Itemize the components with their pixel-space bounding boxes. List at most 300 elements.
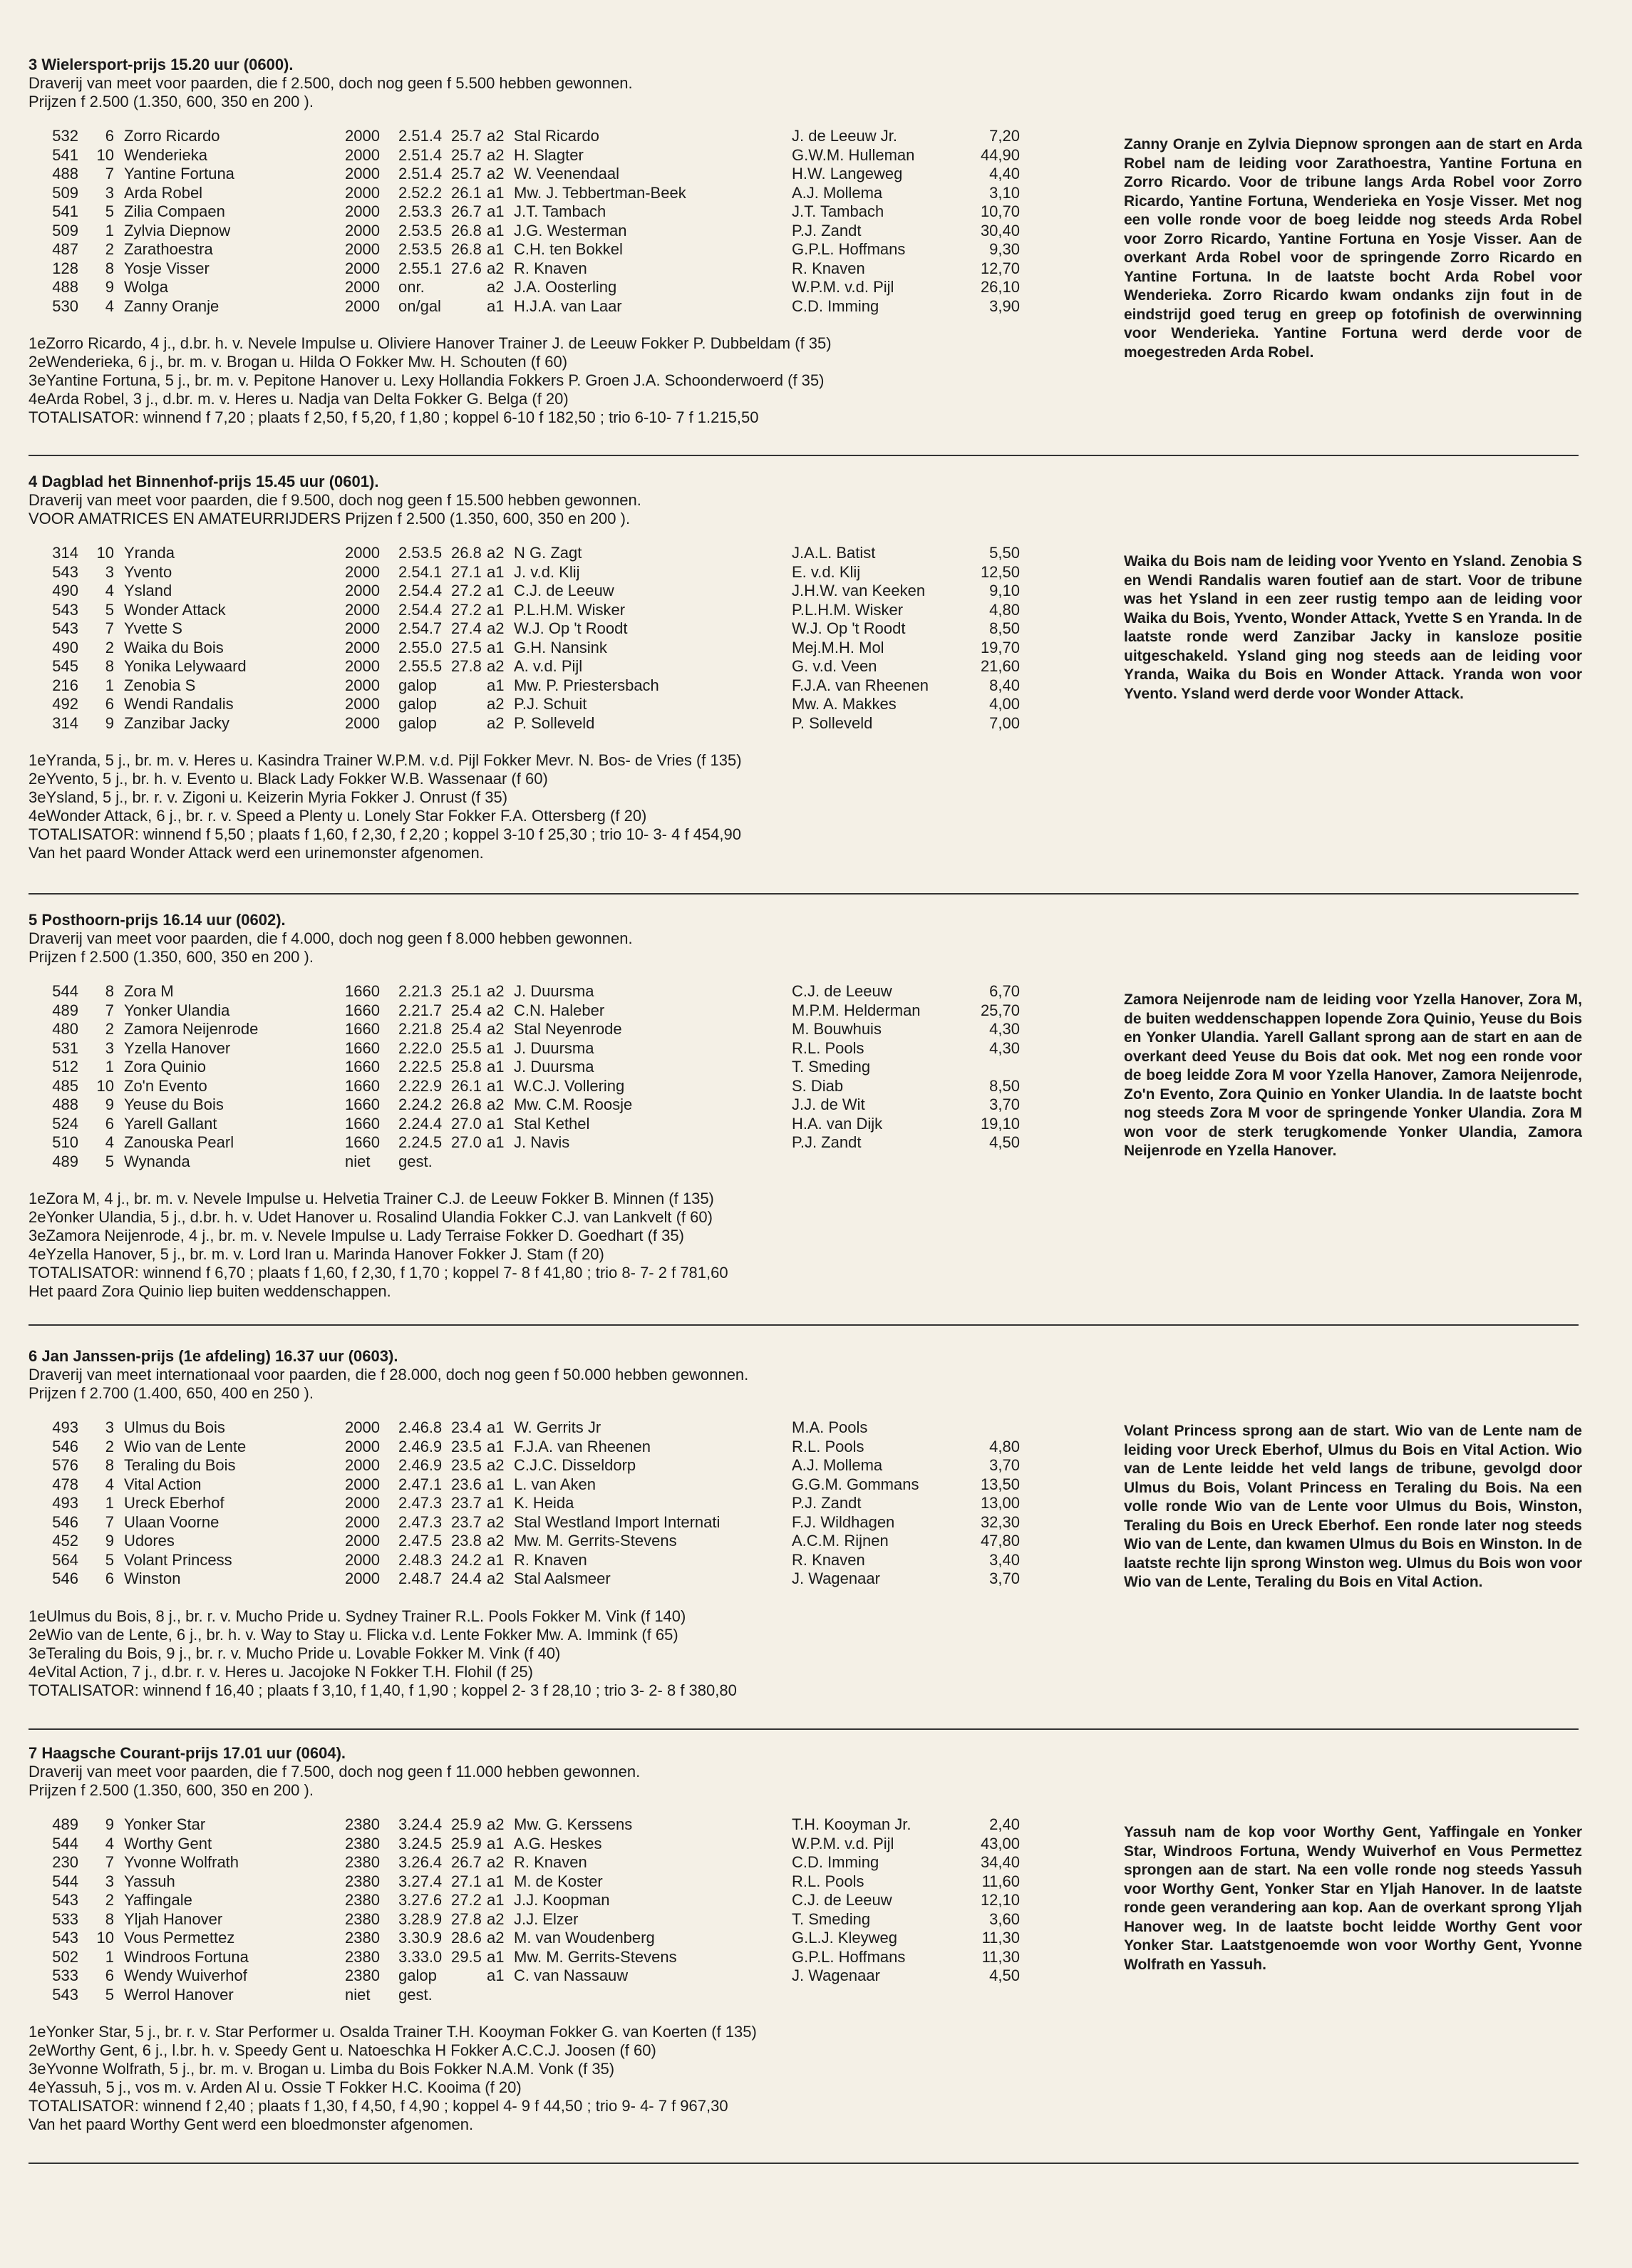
result-time: 2.53.3	[398, 202, 443, 220]
result-distance: 2000	[345, 1532, 380, 1550]
result-race-number: 485	[52, 1076, 78, 1095]
result-distance: 2000	[345, 259, 380, 277]
result-distance: 2000	[345, 619, 380, 637]
result-km-time: 25.1	[451, 982, 482, 1000]
result-odds	[977, 1058, 1020, 1077]
result-horse-name: Wendi Randalis	[124, 695, 234, 713]
results-table	[36, 1815, 1020, 2004]
result-start-position: 6	[105, 1114, 114, 1133]
result-horse-name: Yonker Ulandia	[124, 1001, 230, 1019]
result-start-code: a2	[487, 165, 505, 182]
result-trainer: Mej.M.H. Mol	[792, 638, 884, 656]
result-start-position: 3	[105, 1872, 114, 1890]
result-time: 2.47.3	[398, 1512, 443, 1531]
result-time: 2.48.3	[398, 1550, 443, 1569]
result-race-number: 564	[52, 1550, 78, 1569]
result-km-time: 25.9	[451, 1815, 482, 1833]
result-odds: 3,70	[989, 1569, 1020, 1587]
result-odds: 3,40	[989, 1550, 1020, 1569]
result-km-time: 23.6	[451, 1475, 482, 1493]
result-start-position: 7	[105, 619, 114, 637]
result-km-time: 26.8	[451, 221, 482, 239]
result-distance: 1660	[345, 1114, 380, 1133]
result-horse-name: Winston	[124, 1569, 181, 1587]
result-owner: J. Duursma	[514, 982, 594, 1000]
result-odds	[977, 1986, 1020, 2005]
result-start-position: 6	[105, 1967, 114, 1984]
result-horse-name: Vous Permettez	[124, 1929, 235, 1947]
result-horse-name: Windroos Fortuna	[124, 1947, 249, 1966]
footer-line: 2eWenderieka, 6 j., br. m. v. Brogan u. Hilda O Fokker Mw. H. Schouten (f 60)	[29, 353, 568, 371]
result-start-code: a1	[487, 1076, 505, 1095]
results-table	[36, 982, 1020, 1171]
table-row	[36, 714, 1020, 733]
result-start-position: 3	[105, 562, 114, 581]
result-owner: A. v.d. Pijl	[514, 657, 583, 675]
footer-line: 2eYonker Ulandia, 5 j., d.br. h. v. Udet Hanover u. Rosalind Ulandia Fokker C.J. van Lankvelt (f 60)	[29, 1208, 713, 1226]
result-time: 2.24.2	[398, 1096, 443, 1113]
result-distance: 2000	[345, 1418, 380, 1436]
result-start-code: a2	[487, 1532, 505, 1550]
footer-line: 3eTeraling du Bois, 9 j., br. r. v. Mucho Pride u. Lovable Fokker M. Vink (f 40)	[29, 1644, 561, 1662]
footer-line: TOTALISATOR: winnend f 7,20 ; plaats f 2,50, f 5,20, f 1,80 ; koppel 6-10 f 182,50 ; trio 6-10- 7 f 1.215,50	[29, 408, 759, 426]
table-row	[36, 1986, 1020, 2005]
result-km-time: 24.2	[451, 1550, 482, 1569]
result-distance: 2000	[345, 600, 380, 619]
result-start-position: 1	[105, 1058, 114, 1076]
result-start-position: 8	[105, 1456, 114, 1474]
result-trainer: G. v.d. Veen	[792, 657, 877, 675]
result-owner: J. Duursma	[514, 1058, 594, 1076]
result-time: 3.26.4	[398, 1853, 443, 1871]
result-distance: 2000	[345, 562, 380, 581]
result-trainer: C.D. Imming	[792, 1853, 879, 1871]
table-row	[36, 1891, 1020, 1910]
result-distance: 2000	[345, 127, 380, 145]
result-start-position: 9	[105, 278, 114, 296]
table-row	[36, 601, 1020, 620]
result-start-code: a1	[487, 1834, 505, 1852]
result-start-code: a2	[487, 1020, 505, 1038]
result-start-code: a2	[487, 1853, 505, 1871]
result-owner: C.J.C. Disseldorp	[514, 1456, 636, 1474]
result-owner: Mw. M. Gerrits-Stevens	[514, 1532, 677, 1550]
table-row	[36, 982, 1020, 1001]
result-trainer: G.L.J. Kleyweg	[792, 1929, 897, 1947]
table-row	[36, 1569, 1020, 1589]
result-start-code: a1	[487, 240, 505, 258]
result-start-position: 5	[105, 202, 114, 220]
result-start-position: 4	[105, 1133, 114, 1151]
result-odds: 4,50	[989, 1967, 1020, 1984]
result-trainer: W.P.M. v.d. Pijl	[792, 278, 894, 296]
result-distance: 2000	[345, 1456, 380, 1474]
result-horse-name: Waika du Bois	[124, 638, 224, 656]
result-race-number: 541	[52, 202, 78, 220]
result-start-position: 4	[105, 582, 114, 599]
table-row	[36, 146, 1020, 165]
result-start-position: 6	[105, 1569, 114, 1587]
table-row	[36, 1020, 1020, 1039]
result-km-time: 27.2	[451, 1891, 482, 1909]
footer-line: 1eZorro Ricardo, 4 j., d.br. h. v. Nevele Impulse u. Oliviere Hanover Trainer J. de Leeuw Fokker P. Dubbeldam (f 35)	[29, 334, 832, 352]
result-owner: L. van Aken	[514, 1475, 596, 1493]
result-odds: 4,80	[989, 600, 1020, 619]
result-owner: Stal Kethel	[514, 1114, 590, 1133]
result-odds: 26,10	[980, 278, 1020, 296]
result-start-position: 5	[105, 600, 114, 619]
table-row	[36, 563, 1020, 582]
result-horse-name: Worthy Gent	[124, 1834, 212, 1852]
result-owner: P. Solleveld	[514, 713, 595, 732]
result-start-code: a2	[487, 1096, 505, 1113]
result-trainer: A.C.M. Rijnen	[792, 1532, 889, 1550]
footer-line: 2eYvento, 5 j., br. h. v. Evento u. Black Lady Fokker W.B. Wassenaar (f 60)	[29, 770, 548, 788]
race-conditions: Draverij van meet internationaal voor paarden, die f 28.000, doch nog geen f 50.000 hebben gewonnen.	[29, 1366, 749, 1383]
result-distance: 1660	[345, 1058, 380, 1076]
result-race-number: 543	[52, 1891, 78, 1909]
race-prizes: Prijzen f 2.700 (1.400, 650, 400 en 250 ).	[29, 1384, 314, 1402]
result-horse-name: Wendy Wuiverhof	[124, 1967, 247, 1984]
result-start-position: 7	[105, 165, 114, 182]
result-start-code: a1	[487, 1494, 505, 1512]
result-distance: 2000	[345, 657, 380, 675]
result-time: 2.54.4	[398, 582, 443, 599]
result-km-time: 23.7	[451, 1494, 482, 1512]
result-km-time: 26.8	[451, 240, 482, 258]
table-row	[36, 1532, 1020, 1551]
result-start-position: 2	[105, 240, 114, 258]
result-start-code: a2	[487, 695, 505, 713]
result-trainer: R. Knaven	[792, 1550, 865, 1569]
race-footer	[29, 1190, 1582, 1301]
result-owner: J.A. Oosterling	[514, 278, 617, 296]
table-row	[36, 222, 1020, 241]
result-trainer: C.J. de Leeuw	[792, 982, 892, 1000]
result-horse-name: Ysland	[124, 582, 172, 599]
result-km-time: 28.6	[451, 1929, 482, 1947]
result-distance: 1660	[345, 1076, 380, 1095]
result-time: 2.24.5	[398, 1133, 443, 1151]
result-odds: 6,70	[989, 982, 1020, 1000]
result-odds: 3,70	[989, 1456, 1020, 1474]
result-start-position: 2	[105, 1020, 114, 1038]
result-odds: 11,60	[981, 1872, 1020, 1890]
result-trainer: J.T. Tambach	[792, 202, 884, 220]
result-race-number: 510	[52, 1133, 78, 1151]
result-race-number: 490	[52, 638, 78, 656]
result-time: 2.55.0	[398, 638, 443, 656]
result-odds: 25,70	[980, 1001, 1020, 1019]
result-odds: 19,70	[980, 638, 1020, 656]
result-horse-name: Yarell Gallant	[124, 1114, 217, 1133]
result-distance: 2380	[345, 1853, 380, 1871]
result-start-code: a1	[487, 1967, 505, 1984]
result-owner: G.H. Nansink	[514, 638, 607, 656]
result-race-number: 493	[52, 1494, 78, 1512]
result-trainer: G.W.M. Hulleman	[792, 145, 915, 164]
result-horse-name: Yvonne Wolfrath	[124, 1853, 239, 1871]
result-distance: 2380	[345, 1891, 380, 1909]
result-horse-name: Yantine Fortuna	[124, 165, 234, 182]
result-race-number: 230	[52, 1853, 78, 1871]
result-km-time: 27.5	[451, 638, 482, 656]
result-start-code: a1	[487, 202, 505, 220]
race-commentary: Zanny Oranje en Zylvia Diepnow sprongen aan de start en Arda Robel nam de leiding voor Zarathoestra, Yantine Fortuna en Zorro Ricardo. Voor de tribune langs Arda Robel voor Zorro Ricardo, Yantine Fortuna, Wenderieka en Yosje Visser. Met nog een volle ronde voor de boeg leidde nog steeds Arda Robel voor Zorro Ricardo, Yantine Fortuna en Yosje Visser. Aan de overkant Arda Robel voor de springende Zorro Ricardo en Yantine Fortuna. In de laatste bocht Arda Robel voor Wenderieka. Zorro Ricardo kwam ondanks zijn fout in de eindstrijd goed terug en greep op fotofinish de overwinning voor Wenderieka. Yantine Fortuna werd derde voor de moegestreden Arda Robel.	[1124, 136, 1582, 361]
result-distance: 1660	[345, 1038, 380, 1057]
result-km-time: 27.4	[451, 619, 482, 637]
result-time: 3.24.4	[398, 1815, 443, 1833]
footer-line: 3eYsland, 5 j., br. r. v. Zigoni u. Keizerin Myria Fokker J. Onrust (f 35)	[29, 788, 508, 806]
table-row	[36, 676, 1020, 696]
result-distance: niet	[345, 1985, 371, 2004]
result-km-time: 25.7	[451, 145, 482, 164]
result-distance: 2000	[345, 183, 380, 202]
table-row	[36, 202, 1020, 222]
result-km-time: 23.7	[451, 1512, 482, 1531]
result-start-code: a1	[487, 183, 505, 202]
result-owner: P.L.H.M. Wisker	[514, 600, 626, 619]
result-owner: Stal Ricardo	[514, 127, 599, 145]
result-race-number: 512	[52, 1058, 78, 1076]
result-km-time	[451, 297, 487, 316]
result-horse-name: Wenderieka	[124, 145, 207, 164]
result-horse-name: Zorro Ricardo	[124, 127, 220, 145]
result-horse-name: Zamora Neijenrode	[124, 1020, 259, 1038]
result-time: 2.24.4	[398, 1114, 443, 1133]
result-horse-name: Vital Action	[124, 1475, 202, 1493]
result-start-position: 8	[105, 1909, 114, 1928]
result-distance: 2000	[345, 221, 380, 239]
result-owner: J. v.d. Klij	[514, 562, 580, 581]
result-trainer: R.L. Pools	[792, 1437, 864, 1455]
result-odds: 7,20	[989, 127, 1020, 145]
result-trainer	[792, 1153, 977, 1172]
result-km-time	[451, 278, 487, 297]
section-divider	[29, 893, 1579, 895]
result-owner: A.G. Heskes	[514, 1834, 602, 1852]
result-time: gest.	[398, 1985, 433, 2004]
result-time: 2.21.7	[398, 1001, 443, 1019]
footer-line: 4eYassuh, 5 j., vos m. v. Arden Al u. Ossie T Fokker H.C. Kooima (f 20)	[29, 2078, 522, 2096]
result-odds: 34,40	[980, 1853, 1020, 1871]
result-start-position: 2	[105, 1891, 114, 1909]
footer-line: 4eVital Action, 7 j., d.br. r. v. Heres u. Jacojoke N Fokker T.H. Flohil (f 25)	[29, 1662, 533, 1681]
result-trainer: W.J. Op 't Roodt	[792, 619, 906, 637]
result-odds: 44,90	[980, 145, 1020, 164]
result-distance: 2380	[345, 1967, 380, 1984]
table-row	[36, 1513, 1020, 1532]
race-prizes: Prijzen f 2.500 (1.350, 600, 350 en 200 ).	[29, 1781, 314, 1799]
result-odds: 11,30	[981, 1947, 1020, 1966]
result-start-code: a1	[487, 1872, 505, 1890]
result-race-number: 533	[52, 1909, 78, 1928]
result-start-position: 7	[105, 1512, 114, 1531]
result-start-code: a1	[487, 297, 505, 315]
result-start-position: 9	[105, 1532, 114, 1550]
result-horse-name: Yaffingale	[124, 1891, 192, 1909]
result-km-time: 25.9	[451, 1834, 482, 1852]
result-owner: J. Duursma	[514, 1038, 594, 1057]
result-start-position: 6	[105, 127, 114, 145]
result-km-time: 27.2	[451, 600, 482, 619]
result-trainer: P. Solleveld	[792, 713, 873, 732]
result-owner: Mw. M. Gerrits-Stevens	[514, 1947, 677, 1966]
result-time: 3.27.4	[398, 1872, 443, 1890]
result-km-time: 26.7	[451, 202, 482, 220]
result-time: 2.21.3	[398, 982, 443, 1000]
result-race-number: 509	[52, 183, 78, 202]
result-km-time: 25.4	[451, 1020, 482, 1038]
result-time: 2.54.1	[398, 562, 443, 581]
race-conditions: Draverij van meet voor paarden, die f 2.500, doch nog geen f 5.500 hebben gewonnen.	[29, 74, 633, 92]
result-owner: J.T. Tambach	[514, 202, 606, 220]
result-owner: C.H. ten Bokkel	[514, 240, 623, 258]
race-conditions: Draverij van meet voor paarden, die f 7.500, doch nog geen f 11.000 hebben gewonnen.	[29, 1763, 641, 1780]
result-odds: 8,40	[989, 676, 1020, 694]
result-start-code: a1	[487, 562, 505, 581]
result-horse-name: Zanny Oranje	[124, 297, 220, 315]
result-race-number: 216	[52, 676, 78, 694]
result-race-number: 128	[52, 259, 78, 277]
section-divider	[29, 455, 1579, 456]
result-trainer: A.J. Mollema	[792, 1456, 883, 1474]
footer-line: 2eWorthy Gent, 6 j., l.br. h. v. Speedy Gent u. Natoeschka H Fokker A.C.C.J. Joosen (f 60)	[29, 2041, 656, 2059]
result-odds: 32,30	[980, 1512, 1020, 1531]
result-horse-name: Yonker Star	[124, 1815, 206, 1833]
result-race-number: 543	[52, 562, 78, 581]
result-km-time: 26.8	[451, 544, 482, 562]
result-odds: 30,40	[980, 221, 1020, 239]
result-owner: Mw. J. Tebbertman-Beek	[514, 183, 686, 202]
result-km-time: 24.4	[451, 1569, 482, 1587]
result-race-number: 452	[52, 1532, 78, 1550]
table-row	[36, 1096, 1020, 1115]
result-race-number: 546	[52, 1512, 78, 1531]
result-odds: 43,00	[980, 1834, 1020, 1852]
result-start-position: 5	[105, 1985, 114, 2004]
result-start-position: 1	[105, 221, 114, 239]
result-horse-name: Wolga	[124, 278, 168, 296]
result-odds: 4,50	[989, 1133, 1020, 1151]
result-race-number: 544	[52, 1834, 78, 1852]
footer-line: TOTALISATOR: winnend f 16,40 ; plaats f 3,10, f 1,40, f 1,90 ; koppel 2- 3 f 28,10 ; trio 3- 2- 8 f 380,80	[29, 1681, 737, 1699]
footer-line: 3eYantine Fortuna, 5 j., br. m. v. Pepitone Hanover u. Lexy Hollandia Fokkers P. Groen J.A. Schoonderwoerd (f 35)	[29, 371, 825, 389]
results-table	[36, 127, 1020, 316]
result-horse-name: Yranda	[124, 544, 175, 562]
race-title: 7 Haagsche Courant-prijs 17.01 uur (0604).	[29, 1744, 346, 1762]
result-race-number: 314	[52, 713, 78, 732]
result-trainer: M. Bouwhuis	[792, 1020, 882, 1038]
race-title: 3 Wielersport-prijs 15.20 uur (0600).	[29, 56, 294, 73]
result-odds: 13,00	[980, 1494, 1020, 1512]
result-race-number: 480	[52, 1020, 78, 1038]
table-row	[36, 1115, 1020, 1134]
result-race-number: 487	[52, 240, 78, 258]
result-trainer: H.W. Langeweg	[792, 165, 903, 182]
result-odds: 11,30	[981, 1929, 1020, 1947]
table-row	[36, 582, 1020, 601]
result-horse-name: Udores	[124, 1532, 175, 1550]
result-distance: 2000	[345, 713, 380, 732]
result-owner: C. van Nassauw	[514, 1967, 629, 1984]
result-start-code: a2	[487, 657, 505, 675]
result-time: 2.53.5	[398, 240, 443, 258]
result-km-time	[451, 714, 487, 733]
result-start-code: a2	[487, 1929, 505, 1947]
result-trainer: R. Knaven	[792, 259, 865, 277]
result-owner: R. Knaven	[514, 1853, 587, 1871]
result-km-time: 26.1	[451, 1076, 482, 1095]
table-row	[36, 1872, 1020, 1892]
result-km-time	[451, 676, 487, 696]
race-conditions: Draverij van meet voor paarden, die f 9.500, doch nog geen f 15.500 hebben gewonnen.	[29, 491, 641, 509]
result-start-code: a2	[487, 1569, 505, 1587]
result-time: 2.55.5	[398, 657, 443, 675]
table-row	[36, 1948, 1020, 1967]
result-start-position: 3	[105, 1038, 114, 1057]
result-km-time: 27.0	[451, 1114, 482, 1133]
result-odds: 9,30	[989, 240, 1020, 258]
result-distance: 2000	[345, 1550, 380, 1569]
result-km-time: 25.7	[451, 127, 482, 145]
result-distance: 2000	[345, 676, 380, 694]
result-trainer: E. v.d. Klij	[792, 562, 861, 581]
result-odds: 12,10	[980, 1891, 1020, 1909]
result-time: 2.46.9	[398, 1456, 443, 1474]
result-distance: 2000	[345, 145, 380, 164]
result-trainer: J. de Leeuw Jr.	[792, 127, 897, 145]
result-trainer: Mw. A. Makkes	[792, 695, 897, 713]
table-row	[36, 184, 1020, 203]
result-trainer: H.A. van Dijk	[792, 1114, 883, 1133]
result-start-code: a2	[487, 1456, 505, 1474]
result-trainer: T.H. Kooyman Jr.	[792, 1815, 911, 1833]
result-owner: J. Navis	[514, 1133, 570, 1151]
result-trainer: R.L. Pools	[792, 1038, 864, 1057]
race-prizes: Prijzen f 2.500 (1.350, 600, 350 en 200 ).	[29, 93, 314, 110]
race-conditions: Draverij van meet voor paarden, die f 4.000, doch nog geen f 8.000 hebben gewonnen.	[29, 929, 633, 947]
result-distance: 2000	[345, 1475, 380, 1493]
result-trainer: F.J. Wildhagen	[792, 1512, 895, 1531]
table-row	[36, 657, 1020, 676]
result-time: 3.30.9	[398, 1929, 443, 1947]
result-time: 3.27.6	[398, 1891, 443, 1909]
result-owner: Stal Aalsmeer	[514, 1569, 611, 1587]
table-row	[36, 544, 1020, 563]
result-horse-name: Zarathoestra	[124, 240, 213, 258]
result-distance: 1660	[345, 1096, 380, 1113]
result-trainer: G.P.L. Hoffmans	[792, 1947, 906, 1966]
footer-line: 1eYonker Star, 5 j., br. r. v. Star Performer u. Osalda Trainer T.H. Kooyman Fokker G. van Koerten (f 135)	[29, 2023, 757, 2041]
results-table	[36, 1418, 1020, 1589]
result-horse-name: Teraling du Bois	[124, 1456, 236, 1474]
result-start-code: a1	[487, 1133, 505, 1151]
result-trainer: F.J.A. van Rheenen	[792, 676, 929, 694]
result-distance: 1660	[345, 1001, 380, 1019]
result-start-code	[487, 1153, 508, 1172]
section-divider	[29, 1728, 1579, 1730]
race-title: 4 Dagblad het Binnenhof-prijs 15.45 uur (0601).	[29, 473, 379, 490]
result-trainer: W.P.M. v.d. Pijl	[792, 1834, 894, 1852]
result-odds: 8,50	[989, 1076, 1020, 1095]
result-race-number: 492	[52, 695, 78, 713]
result-start-position: 9	[105, 713, 114, 732]
result-horse-name: Zenobia S	[124, 676, 196, 694]
result-trainer: C.J. de Leeuw	[792, 1891, 892, 1909]
result-time: 2.48.7	[398, 1569, 443, 1587]
result-start-code: a2	[487, 278, 505, 296]
